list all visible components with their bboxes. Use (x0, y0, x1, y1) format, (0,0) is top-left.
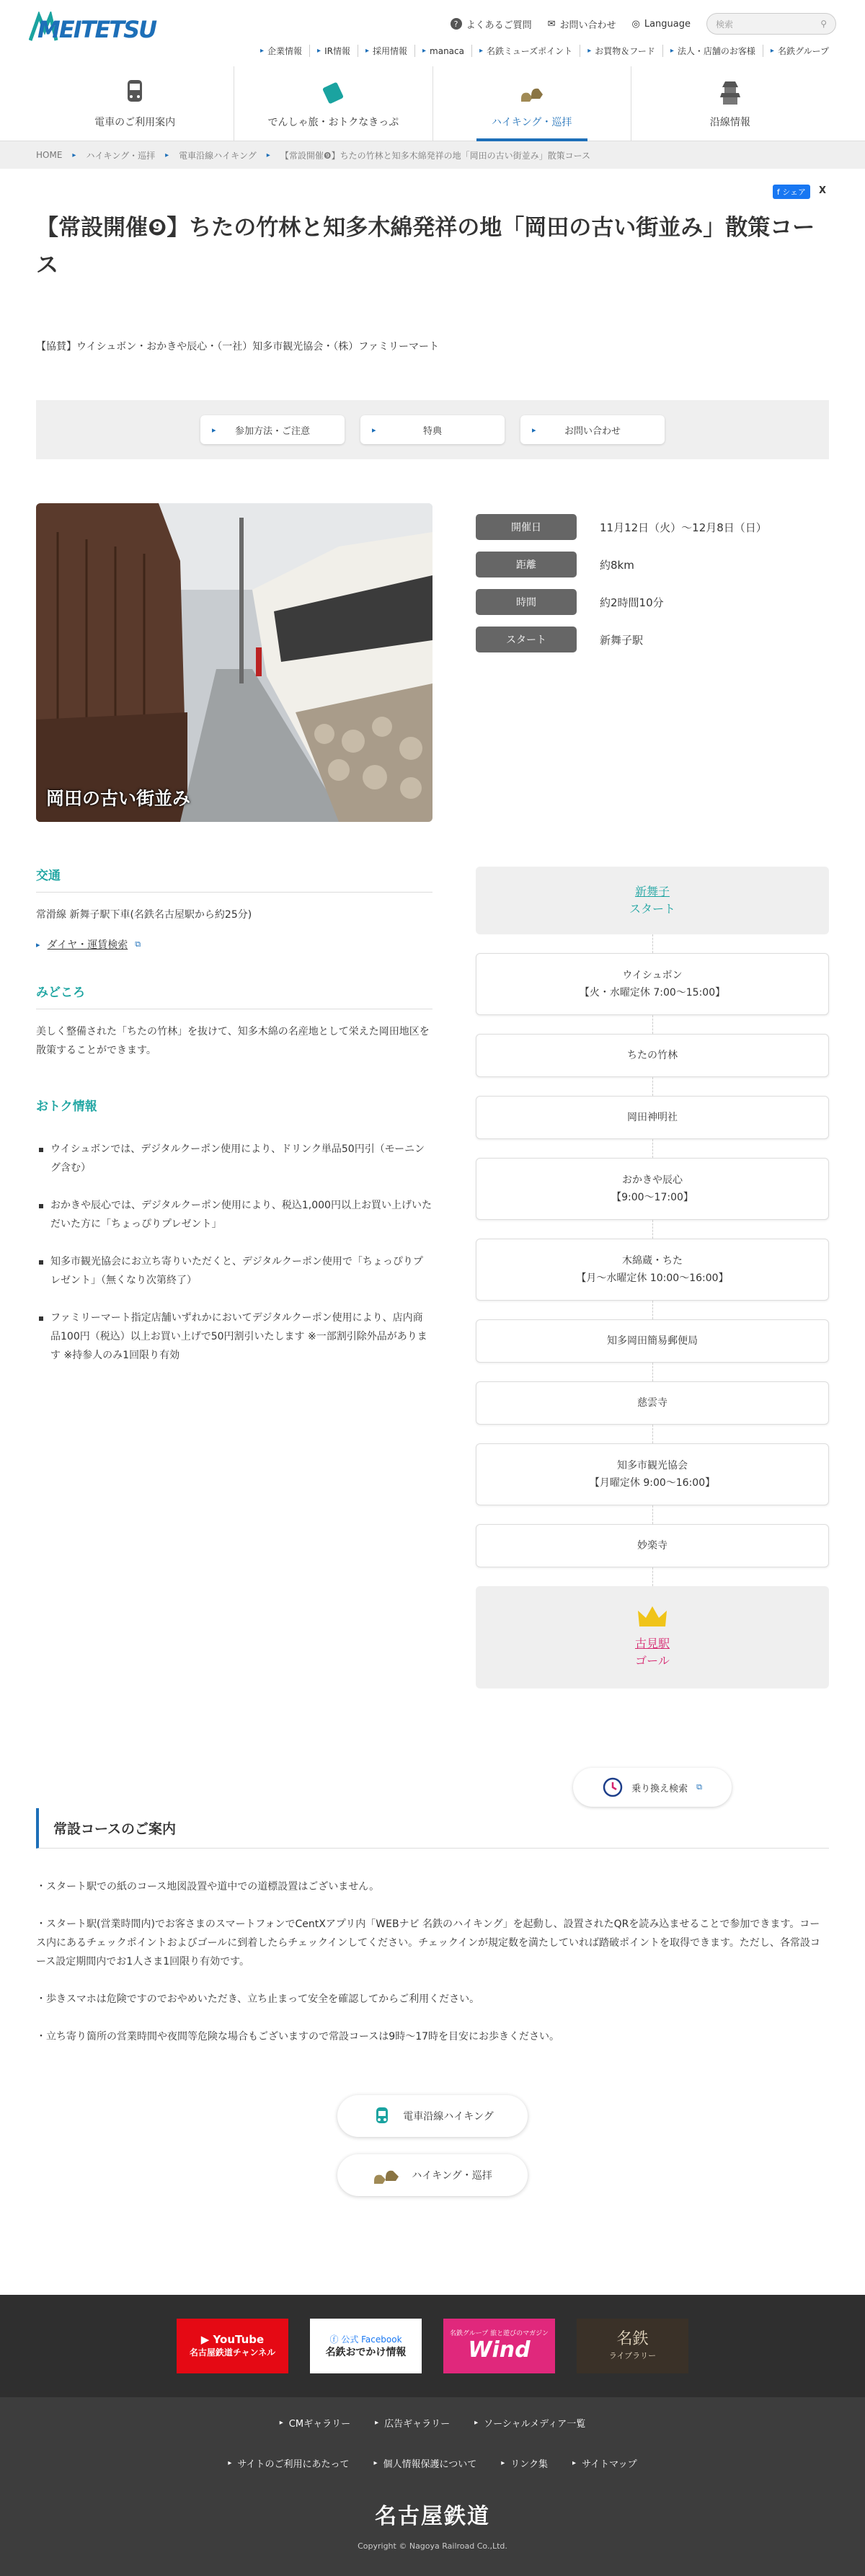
gnav-label: 電車のご利用案内 (94, 117, 176, 128)
logo-text: MEITETSU (37, 16, 156, 43)
language-link[interactable] (632, 19, 691, 30)
footer-link-label: 広告ギャラリー (384, 2419, 451, 2430)
info-value: 約8km (600, 558, 634, 572)
chevron-right-icon: ▸ (165, 151, 169, 159)
info-label: 時間 (476, 589, 577, 615)
language-label: Language (644, 18, 691, 30)
note-item: ・スタート駅(営業時間内)でお客さまのスマートフォンでCentXアプリ内「WEBナビ 名鉄のハイキング」を起動し、設置されたQRを読み込ませることで参加できます。コース内にあるチェックポイントおよびゴールに到着したらチェックインしてください。チェックインが規定数を満たしていれば踏破ポイントを取得できます。ただし、各常設コース設定期間内でお1人さま1回限り有効です。 (36, 1918, 820, 1968)
castle-icon (718, 79, 742, 107)
chevron-right-icon: ▸ (72, 151, 76, 159)
facebook-share-label: シェア (782, 187, 806, 197)
course-route (476, 867, 829, 1688)
subnav-label: IR情報 (324, 46, 350, 56)
footer-brand: 名古屋鉄道 (375, 2504, 490, 2529)
point-note: 【火・水曜定休 7:00～15:00】 (579, 987, 726, 999)
site-header (0, 0, 865, 141)
chevron-right-icon: ▸ (36, 939, 40, 950)
gnav-train[interactable] (36, 66, 234, 141)
tab-label: お問い合わせ (564, 425, 621, 437)
footer-link-label: サイトマップ (582, 2459, 637, 2470)
chevron-right-icon: ▸ (501, 2459, 505, 2467)
footer-link[interactable] (228, 2456, 349, 2470)
gnav-label: 沿線情報 (709, 117, 750, 128)
facebook-icon: ⓕ 公式 Facebook (329, 2334, 402, 2345)
search-input[interactable] (706, 13, 836, 35)
footer-link[interactable] (280, 2416, 350, 2430)
timetable-link-label: ダイヤ・運賃検索 (47, 939, 128, 951)
route-connector (476, 1220, 829, 1239)
chevron-right-icon: ▸ (572, 2459, 577, 2467)
route-start (476, 867, 829, 934)
course-info (476, 514, 767, 664)
external-link-icon: ⧉ (696, 1782, 702, 1792)
route-point (476, 1443, 829, 1505)
subnav-item[interactable] (253, 45, 309, 57)
subnav-item[interactable] (580, 45, 662, 57)
youtube-banner[interactable] (177, 2319, 288, 2373)
note-item: ・歩きスマホは危険ですのでおやめいただき、立ち止まって安全を確認してからご利用ください。 (36, 1993, 480, 2005)
info-value: 新舞子駅 (600, 633, 644, 647)
footer-link[interactable] (572, 2456, 637, 2470)
chevron-right-icon: ▸ (373, 2459, 378, 2467)
chevron-right-icon: ▸ (279, 2419, 283, 2427)
street-photo-image (36, 503, 432, 822)
banner-top: YouTube (213, 2333, 265, 2346)
subnav-label: 名鉄ミューズポイント (487, 46, 573, 56)
chevron-right-icon: ▸ (587, 47, 592, 55)
info-label: 距離 (476, 552, 577, 577)
subnav-item[interactable] (471, 45, 580, 57)
subnav-label: お買物＆フード (595, 46, 655, 56)
banner-bottom: 名鉄おでかけ情報 (325, 2347, 407, 2358)
facebook-share-button[interactable]: f シェア (773, 185, 810, 199)
hiking-junpai-label: ハイキング・巡拝 (412, 2170, 492, 2182)
gnav-area[interactable] (631, 66, 829, 141)
footer-link-label: サイトのご利用にあたって (237, 2459, 350, 2470)
route-point (476, 1381, 829, 1425)
chevron-right-icon: ▸ (260, 47, 265, 55)
footer-link[interactable] (375, 2416, 450, 2430)
deals-list (36, 1140, 432, 1365)
train-mascot-icon (371, 2105, 393, 2127)
course-photo (36, 503, 432, 822)
chevron-right-icon: ▸ (365, 47, 369, 55)
route-connector (476, 934, 829, 953)
route-point (476, 953, 829, 1015)
point-note: 【月曜定休 9:00～16:00】 (589, 1477, 716, 1489)
chevron-right-icon: ▸ (212, 425, 216, 435)
utility-nav (451, 13, 836, 35)
wind-banner[interactable] (443, 2319, 555, 2373)
clock-icon (603, 1777, 623, 1797)
faq-label: よくあるご質問 (466, 19, 532, 31)
globe-icon: ◎ (631, 18, 640, 30)
train-icon (123, 79, 147, 107)
hiking-junpai-button[interactable] (337, 2154, 528, 2196)
banner-bottom: 名古屋鉄道チャンネル (189, 2347, 276, 2358)
chevron-right-icon: ▸ (770, 47, 774, 55)
info-row-start (476, 627, 767, 652)
meitetsu-logo[interactable] (29, 12, 156, 48)
share-buttons (773, 185, 829, 199)
deal-item: ファミリーマート指定店舗いずれかにおいてデジタルクーポン使用により、店内商品100円（税込）以上お買い上げで50円割引いたします ※一部割引除外品があります ※持参人のみ1回限り有効 (36, 1309, 432, 1365)
banner-bottom: ライブラリー (608, 2351, 657, 2360)
youtube-icon: ▶ YouTube (200, 2333, 265, 2346)
rail-hiking-button[interactable] (337, 2095, 528, 2137)
contact-link[interactable] (548, 17, 616, 31)
subnav-label: manaca (430, 45, 464, 56)
deals-heading: おトク情報 (36, 1099, 97, 1114)
footer-link-label: ソーシャルメディア一覧 (484, 2419, 586, 2430)
timetable-link[interactable] (36, 937, 432, 952)
tab-benefits[interactable] (360, 415, 505, 444)
tab-contact[interactable] (520, 415, 665, 444)
footer-link[interactable] (373, 2456, 476, 2470)
point-name: 知多市観光協会 (617, 1460, 688, 1471)
deal-item: 知多市観光協会にお立ち寄りいただくと、デジタルクーポン使用で「ちょっぴりプレゼント」（無くなり次第終了） (36, 1252, 432, 1290)
faq-link[interactable] (451, 17, 532, 31)
copyright: Copyright © Nagoya Railroad Co.,Ltd. (358, 2541, 507, 2551)
route-point (476, 1034, 829, 1077)
route-point (476, 1524, 829, 1567)
point-name: 岡田神明社 (627, 1112, 678, 1123)
access-heading: 交通 (36, 865, 432, 893)
route-connector (476, 1567, 829, 1586)
footer-links-row-2 (0, 2456, 865, 2470)
point-note: 【9:00～17:00】 (611, 1192, 693, 1203)
footer-links (0, 2397, 865, 2576)
subnav-label: 名鉄グループ (777, 46, 829, 56)
highlight-text: 美しく整備された「ちたの竹林」を抜けて、知多木綿の名産地として栄えた岡田地区を散策することができます。 (36, 1026, 430, 1056)
chevron-right-icon: ▸ (670, 47, 674, 55)
permanent-course-notes (36, 1877, 829, 2065)
banner-top: 公式 Facebook (341, 2334, 402, 2345)
route-point (476, 1158, 829, 1220)
route-connector (476, 1077, 829, 1096)
info-row-time (476, 589, 767, 615)
access-text: 常滑線 新舞子駅下車(名鉄名古屋駅から約25分) (36, 909, 252, 921)
footer-link-label: 個人情報保護について (383, 2459, 477, 2470)
point-name: 木綿蔵・ちた (622, 1255, 683, 1267)
page-title: 【常設開催❾】ちたの竹林と知多木綿発祥の地「岡田の古い街並み」散策コース (36, 215, 815, 278)
gnav-label: でんしゃ旅・おトクなきっぷ (267, 117, 399, 128)
footer-link[interactable] (474, 2416, 585, 2430)
question-icon: ? (451, 18, 462, 30)
route-connector (476, 1505, 829, 1524)
breadcrumb-home[interactable]: HOME (36, 150, 63, 160)
breadcrumb-rail-hiking[interactable]: 電車沿線ハイキング (179, 150, 257, 161)
route-connector (476, 1301, 829, 1319)
goal-label: ゴール (635, 1654, 670, 1668)
footer-link[interactable] (501, 2456, 548, 2470)
subnav-item[interactable] (662, 45, 763, 57)
footer-links-row-1 (0, 2416, 865, 2430)
route-connector (476, 1015, 829, 1034)
subnav-item[interactable] (763, 45, 836, 57)
crown-icon (636, 1605, 668, 1629)
chevron-right-icon: ▸ (317, 47, 321, 55)
gnav-hiking[interactable] (432, 66, 631, 141)
point-name: 知多岡田簡易郵便局 (607, 1335, 698, 1347)
banner-top: 名鉄 (616, 2330, 649, 2348)
rail-hiking-label: 電車沿線ハイキング (403, 2111, 494, 2123)
subnav-item[interactable] (414, 45, 471, 57)
footer-banners (0, 2295, 865, 2397)
search-icon[interactable]: ⚲ (820, 19, 827, 29)
point-name: 妙楽寺 (637, 1540, 667, 1552)
info-value: 約2時間10分 (600, 596, 664, 609)
route-point (476, 1239, 829, 1301)
breadcrumb-hiking[interactable]: ハイキング・巡拝 (86, 150, 156, 161)
route-search-label: 乗り換え検索 (631, 1783, 688, 1794)
hiking-shoes-icon (373, 2165, 402, 2185)
subnav-item[interactable] (309, 45, 358, 57)
search-placeholder: 検索 (716, 19, 734, 30)
x-share-button[interactable]: X (818, 185, 827, 196)
route-point (476, 1319, 829, 1363)
footer-link-label: リンク集 (510, 2459, 549, 2470)
point-name: 慈雲寺 (637, 1397, 667, 1409)
goal-station-link[interactable]: 古見駅 (634, 1637, 670, 1650)
breadcrumb (0, 141, 865, 169)
subnav-label: 採用情報 (372, 46, 407, 56)
note-item: ・スタート駅での紙のコース地図設置や道中での道標設置はございません。 (36, 1881, 380, 1893)
chevron-right-icon: ▸ (422, 47, 427, 55)
chevron-right-icon: ▸ (474, 2419, 479, 2427)
sub-nav (253, 45, 836, 57)
gnav-label: ハイキング・巡拝 (491, 117, 572, 128)
anchor-tabs (36, 400, 829, 459)
deal-item: おかきや辰心では、デジタルクーポン使用により、税込1,000円以上お買い上げいただいた方に「ちょっぴりプレゼント」 (36, 1196, 432, 1234)
banner-bottom: Wind (468, 2337, 531, 2363)
tab-label: 参加方法・ご注意 (234, 425, 310, 437)
route-search-button[interactable] (573, 1768, 732, 1807)
ticket-icon (321, 79, 345, 107)
chevron-right-icon: ▸ (228, 2459, 232, 2467)
library-banner[interactable] (577, 2319, 688, 2373)
photo-caption: 岡田の古い街並み (46, 788, 191, 809)
chevron-right-icon: ▸ (375, 2419, 379, 2427)
sponsor-text: 【協賛】ウイシュボン・おかきや辰心・（一社）知多市観光協会・（株）ファミリーマート (36, 341, 440, 353)
mail-icon: ✉ (547, 18, 556, 30)
chevron-right-icon: ▸ (532, 425, 536, 435)
breadcrumb-current: 【常設開催❾】ちたの竹林と知多木綿発祥の地「岡田の古い街並み」散策コース (280, 150, 590, 161)
highlight-heading: みどころ (36, 982, 432, 1009)
point-name: ウイシュボン (622, 970, 683, 981)
point-note: 【月～水曜定休 10:00～16:00】 (576, 1272, 729, 1284)
banner-top: 名鉄グループ 旅と遊びのマガジン (450, 2330, 549, 2337)
chevron-right-icon: ▸ (479, 47, 484, 55)
point-name: おかきや辰心 (622, 1174, 683, 1186)
contact-label: お問い合わせ (559, 19, 616, 31)
info-row-distance (476, 552, 767, 577)
global-nav (36, 66, 829, 141)
external-link-icon: ⧉ (135, 939, 141, 949)
start-station-link[interactable]: 新舞子 (634, 885, 670, 898)
info-label: 開催日 (476, 514, 577, 540)
left-column (36, 865, 432, 1384)
subnav-label: 企業情報 (267, 46, 303, 56)
route-goal (476, 1586, 829, 1688)
info-row-date (476, 514, 767, 540)
route-connector (476, 1363, 829, 1381)
start-label: スタート (629, 902, 675, 916)
facebook-banner[interactable] (310, 2319, 422, 2373)
subnav-label: 法人・店舗のお客様 (677, 46, 755, 56)
chevron-right-icon: ▸ (372, 425, 376, 435)
deal-item: ウイシュボンでは、デジタルクーポン使用により、ドリンク単品50円引（モーニング含む） (36, 1140, 432, 1177)
permanent-course-heading: 常設コースのご案内 (36, 1808, 829, 1849)
info-label: スタート (476, 627, 577, 652)
gnav-tickets[interactable] (234, 66, 432, 141)
chevron-right-icon: ▸ (266, 151, 270, 159)
subnav-item[interactable] (358, 45, 414, 57)
note-item: ・立ち寄り箇所の営業時間や夜間等危険な場合もございますので常設コースは9時～17時を目安にお歩きください。 (36, 2031, 560, 2042)
route-connector (476, 1425, 829, 1443)
tab-label: 特典 (422, 425, 442, 437)
point-name: ちたの竹林 (627, 1050, 678, 1061)
route-point (476, 1096, 829, 1139)
info-value: 11月12日（火）～12月8日（日） (600, 521, 767, 534)
tab-participation[interactable] (200, 415, 345, 444)
route-connector (476, 1139, 829, 1158)
footer-link-label: CMギャラリー (288, 2419, 351, 2430)
hiking-shoes-icon (520, 79, 544, 107)
